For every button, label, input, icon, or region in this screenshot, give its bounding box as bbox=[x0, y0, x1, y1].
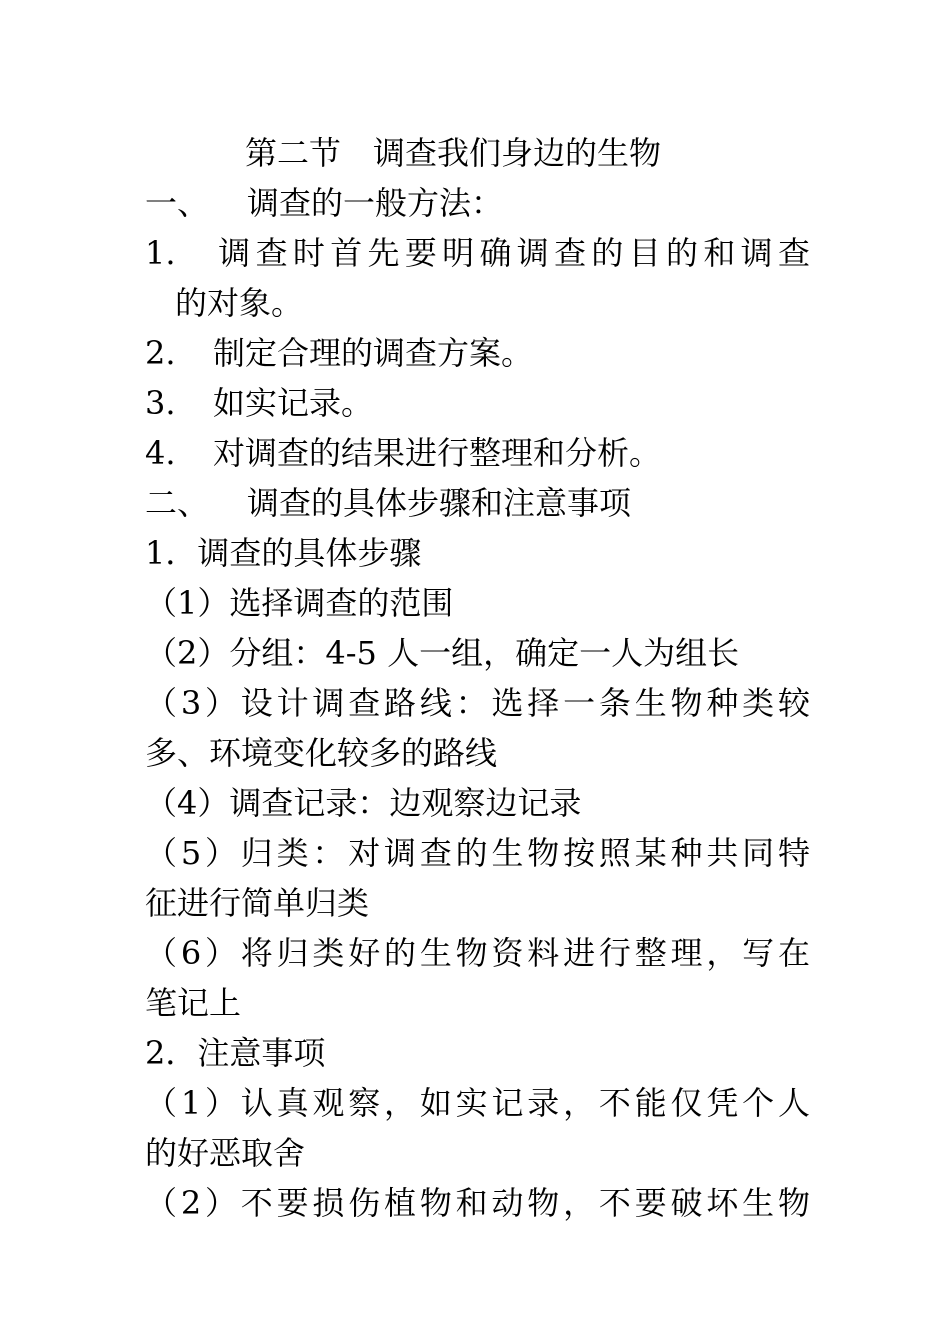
subsection-heading-steps: 1．调查的具体步骤 bbox=[145, 534, 422, 572]
step-item-3: （3）设计调查路线：选择一条生物种类较 bbox=[145, 684, 810, 722]
document-body bbox=[145, 128, 810, 1228]
list-item-3 bbox=[145, 378, 810, 428]
item-text: 对调查的结果进行整理和分析。 bbox=[213, 434, 662, 472]
step-item-3-continuation: 多、环境变化较多的路线 bbox=[145, 734, 498, 772]
section-heading-2 bbox=[145, 478, 810, 528]
section-number: 二、 bbox=[145, 484, 210, 522]
item-number: 3. bbox=[145, 384, 176, 422]
section-title: 调查的一般方法： bbox=[247, 184, 504, 222]
document-title: 第二节 调查我们身边的生物 bbox=[245, 134, 662, 172]
list-item-1-continuation: 的对象。 bbox=[175, 284, 304, 322]
section-number: 一、 bbox=[145, 184, 210, 222]
step-item-2: （2）分组：4-5 人一组，确定一人为组长 bbox=[145, 634, 740, 672]
note-item-1-continuation: 的好恶取舍 bbox=[145, 1134, 306, 1172]
item-number: 1. bbox=[145, 234, 176, 272]
note-item-2: （2）不要损伤植物和动物，不要破坏生物 bbox=[145, 1184, 810, 1222]
step-item-5: （5）归类：对调查的生物按照某种共同特 bbox=[145, 834, 810, 872]
list-item-2 bbox=[145, 328, 810, 378]
step-item-6: （6）将归类好的生物资料进行整理，写在 bbox=[145, 934, 810, 972]
item-text: 制定合理的调查方案。 bbox=[213, 334, 534, 372]
subsection-heading-notes: 2．注意事项 bbox=[145, 1034, 326, 1072]
step-item-5-continuation: 征进行简单归类 bbox=[145, 884, 370, 922]
item-number: 4. bbox=[145, 434, 176, 472]
step-item-6-continuation: 笔记上 bbox=[145, 984, 242, 1022]
step-item-1: （1）选择调查的范围 bbox=[145, 584, 454, 622]
section-title: 调查的具体步骤和注意事项 bbox=[247, 484, 632, 522]
section-heading-1 bbox=[145, 178, 810, 228]
item-number: 2. bbox=[145, 334, 176, 372]
list-item-4 bbox=[145, 428, 810, 478]
item-text: 如实记录。 bbox=[213, 384, 374, 422]
item-text: 调查时首先要明确调查的目的和调查 bbox=[213, 234, 810, 272]
step-item-4: （4）调查记录：边观察边记录 bbox=[145, 784, 582, 822]
note-item-1: （1）认真观察，如实记录，不能仅凭个人 bbox=[145, 1084, 810, 1122]
list-item-1 bbox=[145, 228, 810, 278]
